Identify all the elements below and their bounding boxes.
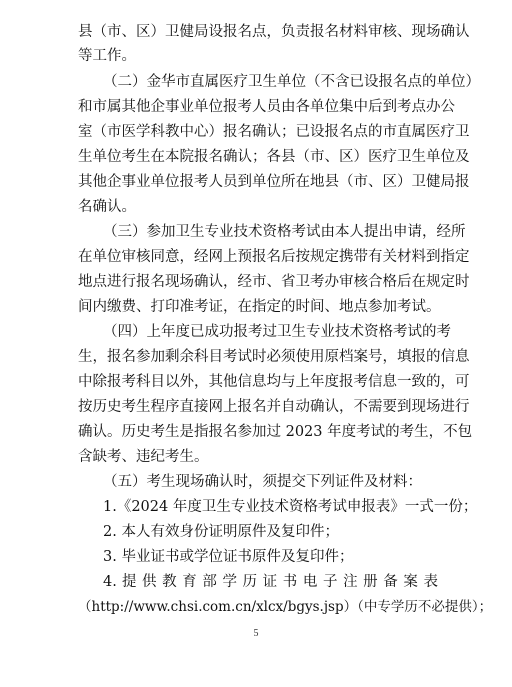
text-line: 在单位审核同意，经网上预报名后按规定携带有关材料到指定 (78, 249, 470, 265)
text-line: 生，报名参加剩余科目考试时必须使用原档案号，填报的信息 (78, 349, 470, 365)
text-line: 等工作。 (78, 48, 136, 64)
text-line: 生单位考生在本院报名确认；各县（市、区）医疗卫生单位及 (78, 149, 470, 165)
text-line: 确认。历史考生是指报名参加过 2023 年度考试的考生，不包 (78, 424, 473, 440)
text-line: 县（市、区）卫健局设报名点，负责报名材料审核、现场确认 (78, 24, 470, 40)
section-heading-3: （三）参加卫生专业技术资格考试由本人提出申请，经所 (103, 224, 466, 240)
text-line: 地点进行报名现场确认，经市、省卫考办审核合格后在规定时 (78, 274, 470, 290)
text-line: 其他企事业单位报考人员到单位所在地县（市、区）卫健局报 (78, 174, 470, 190)
text-line: 中除报考科目以外，其他信息均与上年度报考信息一致的，可 (78, 374, 470, 390)
page-number: 5 (253, 628, 259, 639)
section-heading-5: （五）考生现场确认时，须提交下列证件及材料： (103, 474, 422, 490)
list-item: 3. 毕业证书或学位证书原件及复印件； (103, 549, 354, 565)
text-line: 名确认。 (78, 199, 136, 215)
list-item: 2. 本人有效身份证明原件及复印件； (103, 524, 339, 540)
list-item: 1.《2024 年度卫生专业技术资格考试申报表》一式一份； (103, 499, 478, 515)
list-item-url: （http://www.chsi.com.cn/xlcx/bgys.jsp）（中专学历不必提供）； (78, 599, 493, 615)
text-line: 间内缴费、打印准考证，在指定的时间、地点参加考试。 (78, 299, 441, 315)
section-heading-2: （二）金华市直属医疗卫生单位（不含已设报名点的单位） (103, 74, 480, 90)
text-line: 按历史考生程序直接网上报名并自动确认，不需要到现场进行 (78, 399, 470, 415)
list-item: 4. 提 供 教 育 部 学 历 证 书 电 子 注 册 备 案 表 (103, 574, 438, 590)
section-heading-4: （四）上年度已成功报考过卫生专业技术资格考试的考 (103, 324, 451, 340)
text-line: 室（市医学科教中心）报名确认；已设报名点的市直属医疗卫 (78, 124, 470, 140)
text-line: 和市属其他企事业单位报考人员由各单位集中后到考点办公 (78, 99, 455, 115)
text-line: 含缺考、违纪考生。 (78, 449, 209, 465)
